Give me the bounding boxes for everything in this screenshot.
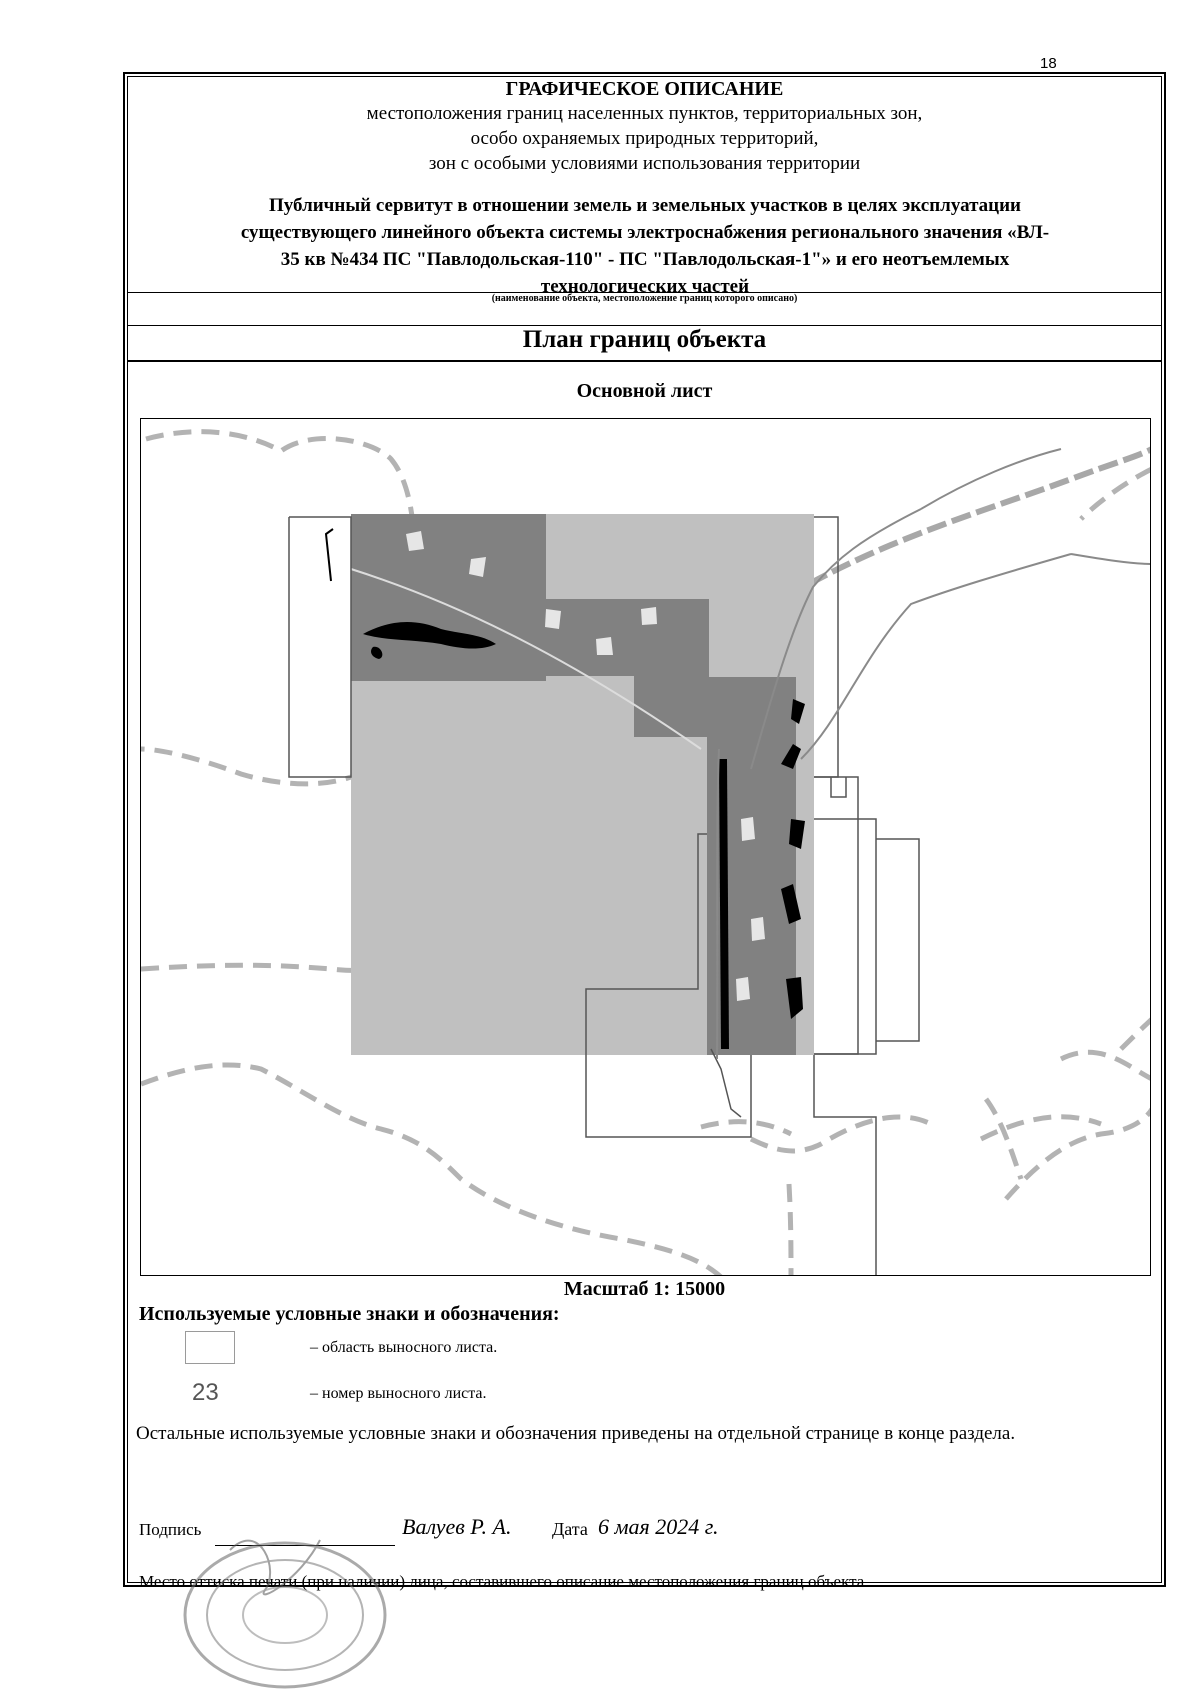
road-dashed bbox=[986, 1099, 1021, 1179]
highway-dashed bbox=[809, 449, 1151, 584]
seal-ring bbox=[243, 1587, 327, 1643]
road-dashed bbox=[141, 1065, 721, 1276]
road-dashed bbox=[809, 449, 1151, 584]
object-name-line: Публичный сервитут в отношении земель и земельных участков в целях эксплуатации bbox=[269, 195, 1021, 216]
parcel-outline bbox=[814, 517, 838, 777]
object-name-line: существующего линейного объекта системы электроснабжения регионального значения «ВЛ- bbox=[240, 222, 1050, 243]
object-name-line: 35 кв №434 ПС "Павлодольская-110" - ПС "Павлодольская-1"» и его неотъемлемых bbox=[280, 249, 1010, 270]
legend-item-text: – область выносного листа. bbox=[310, 1339, 498, 1356]
signature-label: Подпись bbox=[139, 1520, 202, 1539]
road-dashed bbox=[751, 1117, 931, 1151]
legend-note: Остальные используемые условные знаки и обозначения приведены на отдельной странице в конце раздела. bbox=[136, 1423, 1016, 1444]
road-line bbox=[801, 554, 1071, 759]
speckle bbox=[596, 637, 613, 655]
subtitle-line: зон с особыми условиями использования территории bbox=[428, 153, 861, 174]
road-dashed bbox=[1061, 1052, 1151, 1079]
parcel-outline bbox=[711, 1049, 741, 1117]
road-dashed bbox=[981, 1117, 1101, 1139]
black-outline bbox=[326, 529, 333, 581]
seal-ring bbox=[185, 1543, 385, 1687]
parcel-outline bbox=[289, 517, 351, 777]
road-dashed bbox=[789, 1184, 791, 1276]
parcel-outline bbox=[831, 777, 846, 797]
speckle bbox=[736, 977, 750, 1001]
subtitle-line: особо охраняемых природных территорий, bbox=[470, 128, 819, 149]
legend-sheet-number: 23 bbox=[192, 1379, 219, 1406]
speckle bbox=[741, 817, 755, 841]
road-line bbox=[1071, 554, 1151, 564]
parcel-outline bbox=[326, 529, 333, 581]
road-dashed bbox=[701, 1122, 791, 1134]
object-name bbox=[160, 192, 1130, 300]
speckle bbox=[545, 609, 561, 629]
object-name-line: технологических частей bbox=[540, 276, 750, 297]
parcel-outline bbox=[814, 819, 876, 1054]
legend-sheet-area-swatch bbox=[185, 1331, 235, 1364]
subtitle-line: местоположения границ населенных пунктов, территориальных зон, bbox=[366, 103, 923, 124]
road-dashed bbox=[1121, 1019, 1151, 1049]
page-number: 18 bbox=[1040, 55, 1057, 72]
speckle bbox=[751, 917, 765, 941]
parcel-outline bbox=[876, 839, 919, 1041]
road-line bbox=[921, 449, 1061, 509]
road-dashed bbox=[1081, 469, 1151, 519]
date-label: Дата bbox=[552, 1519, 588, 1539]
speckle bbox=[406, 531, 424, 551]
object-name-caption: (наименование объекта, местоположение границ которого описано) bbox=[491, 293, 798, 304]
map-frame bbox=[140, 418, 1151, 1276]
signer-name: Валуев Р. А. bbox=[402, 1514, 512, 1539]
map-scale: Масштаб 1: 15000 bbox=[563, 1278, 726, 1300]
seal-stamp bbox=[170, 1510, 400, 1690]
road-dashed bbox=[1006, 1109, 1151, 1199]
document-title: ГРАФИЧЕСКОЕ ОПИСАНИЕ bbox=[505, 78, 784, 100]
stamp-caption: Место оттиска печати (при наличии) лица, составившего описание местоположения границ объекта bbox=[139, 1572, 865, 1591]
legend-item-text: – номер выносного листа. bbox=[310, 1385, 487, 1402]
sheet-title: Основной лист bbox=[576, 380, 713, 402]
seal-ring bbox=[207, 1560, 363, 1670]
parcel-outline bbox=[814, 1055, 876, 1276]
date-value: 6 мая 2024 г. bbox=[598, 1514, 719, 1539]
boundary-plan-map bbox=[141, 419, 1151, 1276]
speckle bbox=[641, 607, 657, 625]
divider bbox=[127, 360, 1162, 362]
plan-title: План границ объекта bbox=[522, 326, 767, 353]
legend-heading: Используемые условные знаки и обозначения: bbox=[139, 1303, 560, 1325]
